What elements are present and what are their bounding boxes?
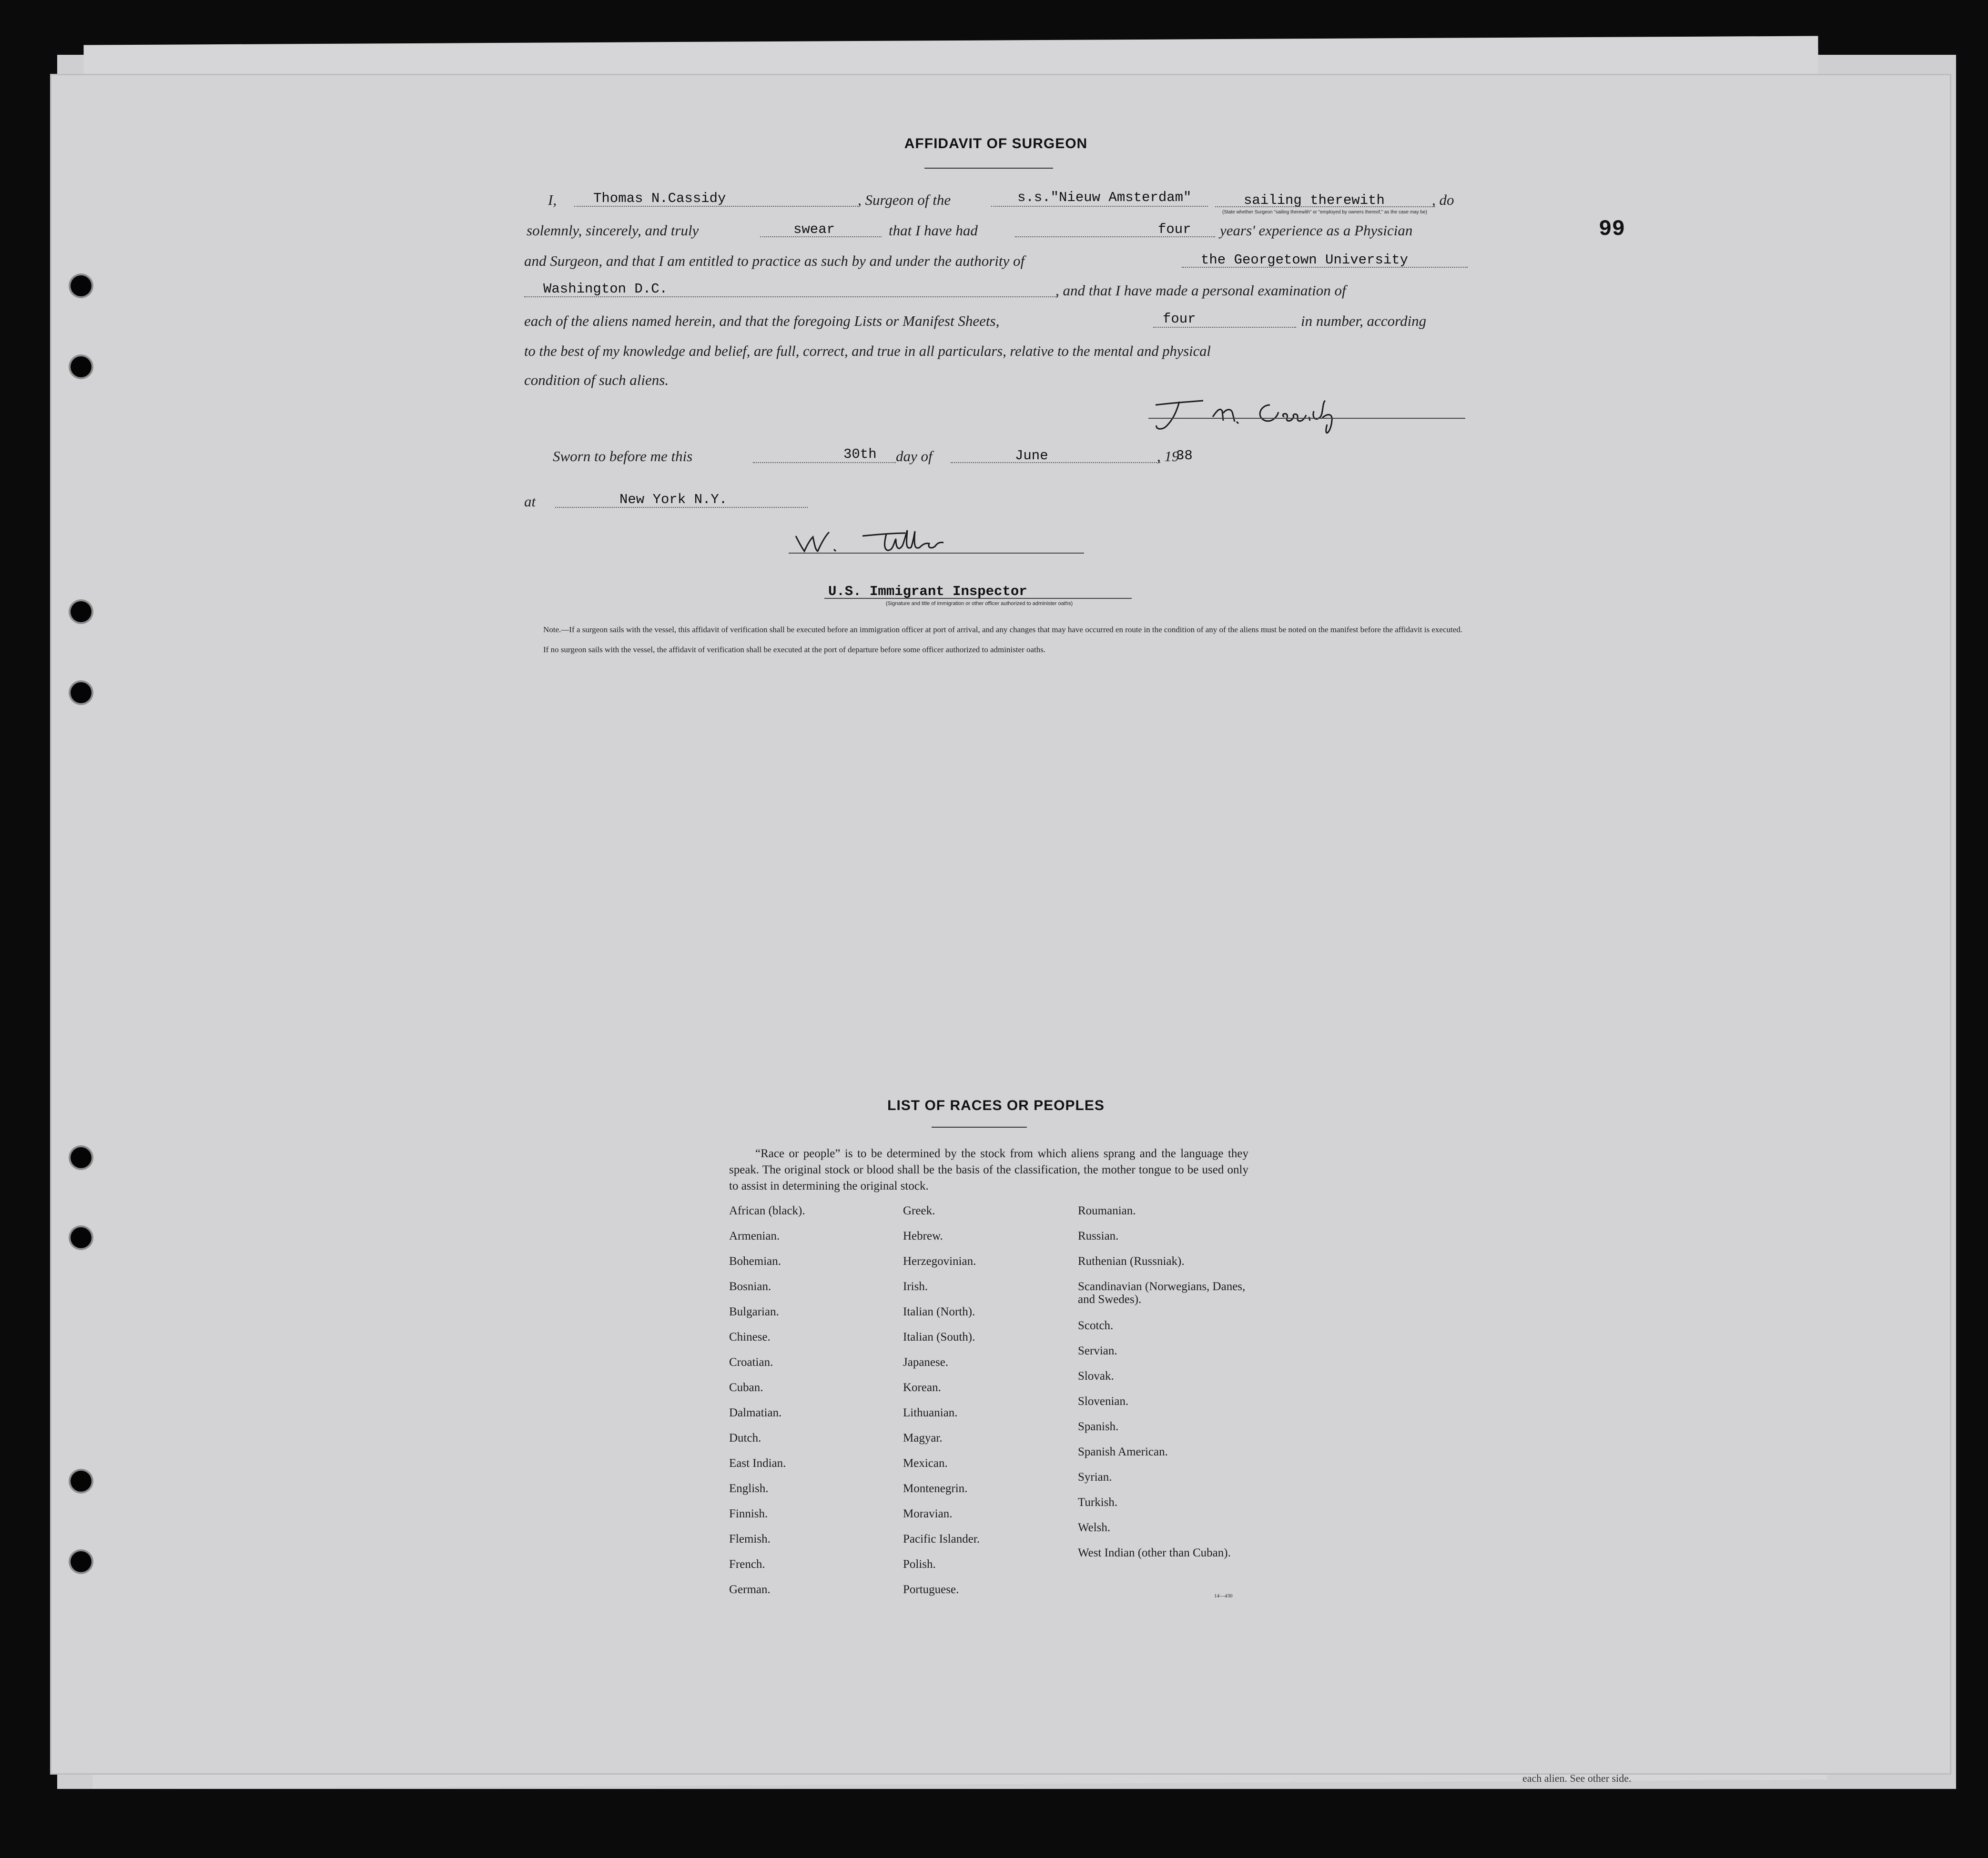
line2-prefix: solemnly, sincerely, and truly bbox=[527, 222, 699, 239]
race-item: Montenegrin. bbox=[903, 1482, 968, 1495]
race-item: Pacific Islander. bbox=[903, 1533, 980, 1545]
races-intro bbox=[729, 1146, 1248, 1194]
manifest-page bbox=[50, 74, 1951, 1775]
race-item: Herzegovinian. bbox=[903, 1255, 976, 1268]
race-item: Mexican. bbox=[903, 1457, 948, 1470]
oath-word: swear bbox=[793, 222, 835, 237]
years-value: four bbox=[1158, 222, 1191, 237]
punch-hole bbox=[71, 1227, 91, 1248]
surgeon-name: Thomas N.Cassidy bbox=[593, 191, 726, 206]
line2-middle: that I have had bbox=[889, 222, 978, 239]
inspector-signature bbox=[786, 522, 967, 560]
race-item: Magyar. bbox=[903, 1432, 943, 1444]
inspector-title: U.S. Immigrant Inspector bbox=[828, 584, 1027, 599]
line6: to the best of my knowledge and belief, are full, correct, and true in all particulars, relative to the mental and physical bbox=[524, 343, 1211, 359]
capacity-line bbox=[1215, 206, 1435, 207]
race-item: Moravian. bbox=[903, 1507, 953, 1520]
sheets-value: four bbox=[1163, 311, 1196, 327]
line2-suffix: years' experience as a Physician bbox=[1220, 222, 1413, 239]
race-item: African (black). bbox=[729, 1204, 805, 1217]
sworn-day: 30th bbox=[843, 446, 877, 462]
race-item: Portuguese. bbox=[903, 1583, 959, 1596]
aff-i: I, bbox=[548, 192, 557, 208]
race-item: Lithuanian. bbox=[903, 1406, 958, 1419]
at-label: at bbox=[524, 493, 536, 510]
race-item: East Indian. bbox=[729, 1457, 786, 1470]
punch-hole bbox=[71, 682, 91, 703]
race-item: Dutch. bbox=[729, 1432, 761, 1444]
note-surgeon-sails bbox=[522, 626, 1475, 634]
surgeon-signature-line bbox=[1148, 418, 1465, 419]
form-number: 14—430 bbox=[1214, 1593, 1233, 1599]
line4-suffix: , and that I have made a personal examination of bbox=[1055, 282, 1346, 299]
race-item: Croatian. bbox=[729, 1356, 773, 1369]
at-place: New York N.Y. bbox=[619, 492, 728, 507]
race-item: Chinese. bbox=[729, 1331, 771, 1343]
at-place-line bbox=[555, 507, 808, 508]
authority-place-line bbox=[524, 296, 1058, 297]
race-item: Welsh. bbox=[1078, 1521, 1111, 1534]
race-item: Cuban. bbox=[729, 1381, 763, 1394]
inspector-note: (Signature and title of immigration or other officer authorized to administer oaths) bbox=[885, 601, 1073, 606]
surgeon-signature bbox=[1146, 384, 1375, 441]
race-item: Scandinavian (Norwegians, Danes, and Swedes). bbox=[1078, 1280, 1246, 1306]
sworn-year-prefix: , 19 bbox=[1157, 448, 1179, 464]
line7: condition of such aliens. bbox=[524, 372, 669, 388]
race-item: Hebrew. bbox=[903, 1230, 943, 1242]
sworn-month-line bbox=[951, 462, 1160, 463]
note1-text: Note.—If a surgeon sails with the vessel, this affidavit of verification shall be executed before an immigration officer at port of arrival, and any changes that may have occurred en route in the condition of any of the aliens must be noted on the manifest before the affidavit is executed. bbox=[543, 625, 1463, 634]
race-item: Russian. bbox=[1078, 1230, 1119, 1242]
race-item: Irish. bbox=[903, 1280, 928, 1293]
race-item: Turkish. bbox=[1078, 1496, 1118, 1509]
punch-hole bbox=[71, 1147, 91, 1168]
punch-hole bbox=[71, 275, 91, 296]
surgeon-of-text: , Surgeon of the bbox=[858, 192, 951, 208]
inspector-signature-line bbox=[789, 553, 1084, 554]
sworn-month: June bbox=[1015, 448, 1048, 464]
sworn-day-of: day of bbox=[896, 448, 933, 464]
race-item: German. bbox=[729, 1583, 771, 1596]
punch-hole bbox=[71, 1551, 91, 1572]
authority-place: Washington D.C. bbox=[543, 281, 668, 297]
sheets-line bbox=[1153, 327, 1296, 328]
authority-value: the Georgetown University bbox=[1201, 252, 1409, 268]
affidavit-title: AFFIDAVIT OF SURGEON bbox=[904, 136, 1088, 151]
punch-hole bbox=[71, 1471, 91, 1492]
race-item: Syrian. bbox=[1078, 1471, 1112, 1484]
capacity-note: (State whether Surgeon "sailing therewith" or "employed by owners thereof," as the case may be) bbox=[1222, 210, 1427, 215]
race-item: Greek. bbox=[903, 1204, 935, 1217]
authority-line bbox=[1182, 267, 1468, 268]
race-item: Polish. bbox=[903, 1558, 936, 1571]
races-title-rule bbox=[932, 1127, 1027, 1128]
race-item: Armenian. bbox=[729, 1230, 780, 1242]
races-title: LIST OF RACES OR PEOPLES bbox=[887, 1098, 1105, 1113]
race-item: Bulgarian. bbox=[729, 1305, 779, 1318]
sworn-prefix: Sworn to before me this bbox=[553, 448, 693, 464]
ship-name: s.s."Nieuw Amsterdam" bbox=[1017, 190, 1192, 205]
note2-text: If no surgeon sails with the vessel, the affidavit of verification shall be executed at the port of departure before some officer authorized to administer oaths. bbox=[543, 645, 1046, 654]
surgeon-capacity: sailing therewith bbox=[1244, 192, 1385, 208]
title-rule bbox=[924, 168, 1053, 169]
punch-hole bbox=[71, 356, 91, 377]
race-item: Slovenian. bbox=[1078, 1395, 1129, 1408]
race-item: Scotch. bbox=[1078, 1319, 1114, 1332]
race-item: Servian. bbox=[1078, 1344, 1117, 1357]
edge-text: each alien. See other side. bbox=[1522, 1772, 1632, 1784]
race-item: Italian (North). bbox=[903, 1305, 975, 1318]
page-number: 99 bbox=[1599, 217, 1625, 242]
race-item: French. bbox=[729, 1558, 765, 1571]
race-item: Bohemian. bbox=[729, 1255, 781, 1268]
race-item: Italian (South). bbox=[903, 1331, 975, 1343]
line3-prefix: and Surgeon, and that I am entitled to practice as such by and under the authority of bbox=[524, 252, 1025, 269]
surgeon-name-line bbox=[574, 206, 858, 207]
race-item: Spanish. bbox=[1078, 1420, 1119, 1433]
race-item: Bosnian. bbox=[729, 1280, 771, 1293]
line5-suffix: in number, according bbox=[1301, 313, 1427, 329]
race-item: Roumanian. bbox=[1078, 1204, 1136, 1217]
race-item: Dalmatian. bbox=[729, 1406, 782, 1419]
years-line bbox=[1015, 236, 1215, 237]
oath-line bbox=[760, 236, 882, 237]
note-no-surgeon bbox=[522, 646, 1475, 654]
race-item: Flemish. bbox=[729, 1533, 771, 1545]
race-item: Spanish American. bbox=[1078, 1445, 1168, 1458]
sworn-day-line bbox=[753, 462, 896, 463]
race-item: English. bbox=[729, 1482, 769, 1495]
race-item: Japanese. bbox=[903, 1356, 949, 1369]
race-item: Korean. bbox=[903, 1381, 941, 1394]
do-text: , do bbox=[1432, 192, 1454, 208]
race-item: West Indian (other than Cuban). bbox=[1078, 1546, 1231, 1559]
inspector-title-line bbox=[824, 598, 1132, 599]
sworn-year: 38 bbox=[1176, 448, 1193, 464]
race-item: Finnish. bbox=[729, 1507, 768, 1520]
races-intro-text: “Race or people” is to be determined by the stock from which aliens sprang and the language they speak. The original stock or blood shall be the basis of the classification, the mother tongue to be used only to assist in determining the original stock. bbox=[729, 1147, 1248, 1192]
punch-hole bbox=[71, 601, 91, 622]
ship-line bbox=[991, 206, 1208, 207]
race-item: Ruthenian (Russniak). bbox=[1078, 1255, 1185, 1268]
line5-prefix: each of the aliens named herein, and that the foregoing Lists or Manifest Sheets, bbox=[524, 313, 1000, 329]
race-item: Slovak. bbox=[1078, 1370, 1114, 1383]
